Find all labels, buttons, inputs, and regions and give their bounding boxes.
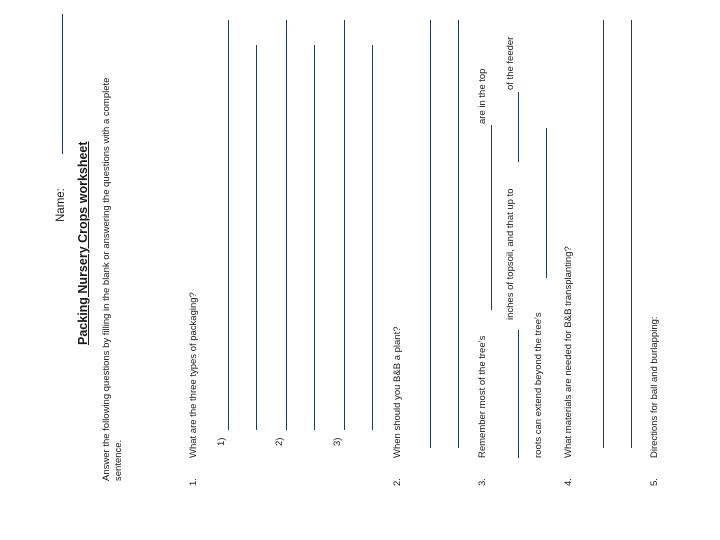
blank-line[interactable] xyxy=(518,92,519,162)
instructions-text-cont: sentence. xyxy=(113,439,124,481)
blank-line[interactable] xyxy=(491,125,492,310)
question-text: Remember most of the tree’s xyxy=(477,335,488,458)
question-text: inches of topsoil, and that up to xyxy=(505,188,516,320)
answer-line[interactable] xyxy=(256,45,257,430)
question-number: 2. xyxy=(392,478,403,486)
name-label: Name: xyxy=(55,188,67,222)
question-text: Directions for ball and burlapping: xyxy=(649,316,660,458)
blank-line[interactable] xyxy=(546,128,547,278)
instructions-text: Answer the following questions by filling in the blank or answering the questions with a complete xyxy=(101,77,112,481)
answer-line[interactable] xyxy=(458,20,459,448)
worksheet-title: Packing Nursery Crops worksheet xyxy=(76,141,90,345)
question-number: 1. xyxy=(188,478,199,486)
answer-line[interactable] xyxy=(430,20,431,448)
question-text: of the feeder xyxy=(505,36,516,90)
answer-line[interactable] xyxy=(631,20,632,448)
subitem-label: 2) xyxy=(274,437,285,446)
question-text: roots can extend beyond the tree’s xyxy=(533,312,544,458)
question-number: 5. xyxy=(649,478,660,486)
name-blank-line[interactable] xyxy=(62,14,63,154)
answer-line[interactable] xyxy=(344,20,345,430)
question-text: What are the three types of packaging? xyxy=(188,292,199,458)
question-text: When should you B&B a plant? xyxy=(392,326,403,458)
answer-line[interactable] xyxy=(314,45,315,430)
subitem-label: 1) xyxy=(216,437,227,446)
answer-line[interactable] xyxy=(372,45,373,430)
question-text: What materials are needed for B&B transplanting? xyxy=(563,246,574,458)
answer-line[interactable] xyxy=(603,20,604,448)
question-number: 4. xyxy=(563,478,574,486)
blank-line[interactable] xyxy=(518,330,519,458)
question-number: 3. xyxy=(477,478,488,486)
answer-line[interactable] xyxy=(228,20,229,430)
subitem-label: 3) xyxy=(332,437,343,446)
question-text: are in the top xyxy=(477,68,488,124)
answer-line[interactable] xyxy=(286,20,287,430)
